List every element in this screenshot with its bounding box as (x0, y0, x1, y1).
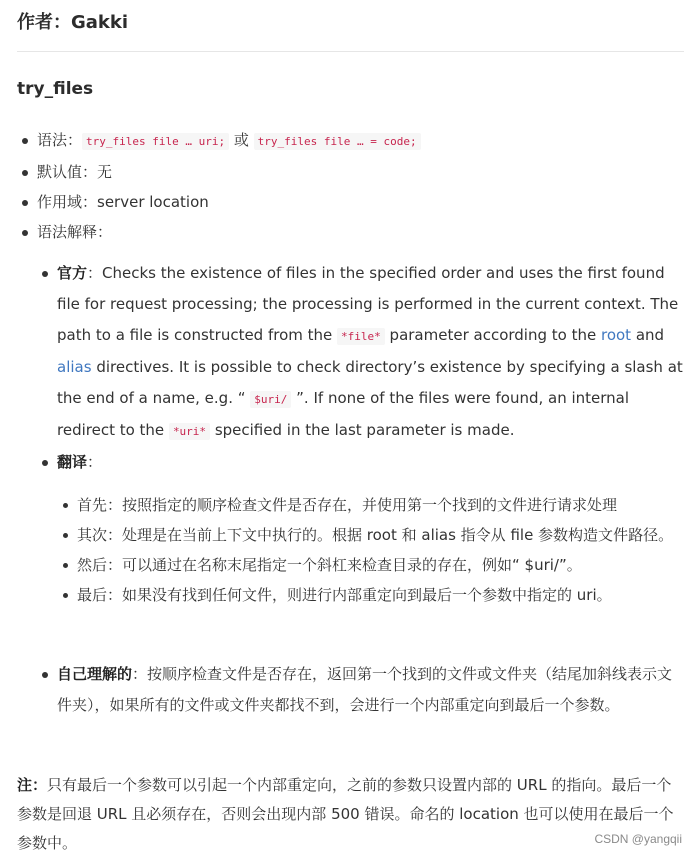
explain-label: 语法解释： (37, 223, 113, 241)
official-text-d: directives. It is possible to check directory’s existence by specifying a slash at the end of a name, e.g. “ (57, 358, 683, 407)
list-item-context (37, 187, 682, 217)
own-text: 按顺序检查文件是否存在，返回第一个找到的文件或文件夹（结尾加斜线表示文件夹），如果所有的文件或文件夹都找不到，会进行一个内部重定向到最后一个参数。 (57, 665, 673, 714)
list-item-explain (37, 217, 682, 247)
translation-label: 翻译 (57, 453, 88, 471)
list-item-official (57, 258, 683, 447)
translation-item: 其次：处理是在当前上下文中执行的。根据 root 和 alias 指令从 file 参数构造文件路径。 (77, 520, 677, 550)
syntax-code-status: try_files file … = code; (254, 133, 421, 150)
syntax-or: 或 (229, 131, 254, 149)
alias-link[interactable]: alias (57, 358, 92, 376)
list-item-own (57, 659, 683, 721)
translation-list (77, 490, 677, 610)
author-heading: 作者：Gakki (17, 12, 129, 33)
root-link[interactable]: root (600, 326, 632, 344)
divider (17, 51, 684, 52)
translation-item: 然后：可以通过在名称末尾指定一个斜杠来检查目录的存在，例如“ $uri/”。 (77, 550, 677, 580)
list-item-syntax (37, 125, 682, 157)
official-list (57, 258, 683, 478)
code-file: *file* (337, 328, 385, 345)
watermark: CSDN @yangqii (594, 832, 682, 846)
official-text-a: Checks the existence of files in the specified order and uses the first found file for request processing; the processing is performed in the current context. The path to a file is constructed from the (57, 264, 679, 344)
note-paragraph (17, 771, 685, 858)
context-label: 作用域：server location (37, 193, 209, 211)
official-text-f: specified in the last parameter is made. (210, 421, 515, 439)
default-label: 默认值：无 (37, 163, 113, 181)
list-item-default (37, 157, 682, 187)
official-text-b: parameter according to the (384, 326, 601, 344)
official-sep: ： (87, 264, 103, 282)
syntax-label: 语法： (37, 131, 83, 149)
section-title: try_files (17, 79, 94, 99)
translation-sep: ： (87, 453, 103, 471)
directive-list (37, 125, 682, 247)
official-label: 官方 (57, 264, 88, 282)
note-text: 只有最后一个参数可以引起一个内部重定向，之前的参数只设置内部的 URL 的指向。最后一个参数是回退 URL 且必须存在，否则会出现内部 500 错误。命名的 location 也可以使用在最后一个参数中。 (17, 776, 674, 852)
list-item-translation (57, 447, 683, 478)
translation-item: 最后：如果没有找到任何文件，则进行内部重定向到最后一个参数中指定的 uri。 (77, 580, 677, 610)
translation-item: 首先：按照指定的顺序检查文件是否存在，并使用第一个找到的文件进行请求处理 (77, 490, 677, 520)
note-label: 注： (17, 776, 48, 794)
code-uri: *uri* (169, 423, 210, 440)
official-text-c: and (631, 326, 665, 344)
syntax-code-uri: try_files file … uri; (82, 133, 229, 150)
official-text-e: ”. If none of the files were found, an internal redirect to the (57, 389, 630, 439)
own-understanding-list (57, 659, 683, 721)
own-label: 自己理解的 (57, 665, 133, 683)
code-uri-slash: $uri/ (250, 391, 291, 408)
own-sep: ： (132, 665, 148, 683)
